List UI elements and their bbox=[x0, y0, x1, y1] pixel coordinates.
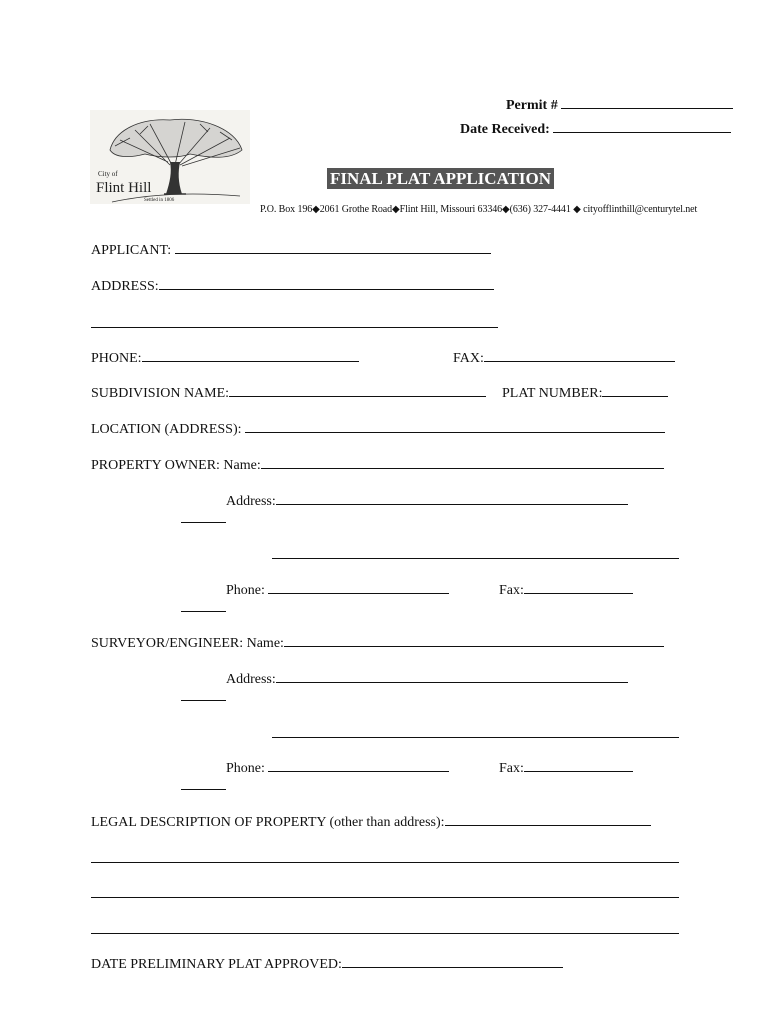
date-received-field bbox=[460, 120, 731, 138]
applicant-field bbox=[91, 241, 491, 259]
surveyor-phone-field bbox=[226, 759, 449, 777]
address-label: ADDRESS: bbox=[91, 279, 159, 294]
road-address: 2061 Grothe Road bbox=[319, 204, 393, 215]
logo-city-of: City of bbox=[98, 170, 118, 178]
city-logo bbox=[90, 110, 250, 204]
city-phone: (636) 327-4441 bbox=[509, 204, 571, 215]
page-title-text: FINAL PLAT APPLICATION bbox=[327, 168, 554, 189]
owner-phone-field bbox=[226, 581, 449, 599]
surveyor-address-field bbox=[226, 670, 628, 688]
owner-phone-label: Phone: bbox=[226, 583, 265, 598]
surveyor-address-blank-line-2[interactable] bbox=[272, 737, 679, 738]
po-box: P.O. Box 196 bbox=[260, 204, 313, 215]
diamond-icon: ◆ bbox=[392, 204, 400, 215]
surveyor-address-blank[interactable] bbox=[276, 670, 628, 683]
location-blank[interactable] bbox=[245, 420, 665, 433]
address-blank[interactable] bbox=[159, 277, 494, 290]
owner-fax-blank[interactable] bbox=[524, 581, 633, 594]
owner-name-label: PROPERTY OWNER: Name: bbox=[91, 458, 261, 473]
surveyor-name-field bbox=[91, 634, 664, 652]
legal-description-line-3[interactable] bbox=[91, 897, 679, 898]
logo-settled: Settled in 1806 bbox=[144, 198, 175, 203]
phone-blank[interactable] bbox=[142, 349, 359, 362]
diamond-icon: ◆ bbox=[312, 204, 320, 215]
address-field bbox=[91, 277, 494, 295]
fax-field bbox=[453, 349, 675, 367]
logo-city-name: Flint Hill bbox=[96, 180, 152, 196]
applicant-label: APPLICANT: bbox=[91, 243, 172, 258]
surveyor-fax-blank[interactable] bbox=[524, 759, 633, 772]
plat-number-field bbox=[502, 384, 668, 402]
owner-fax-label: Fax: bbox=[499, 583, 524, 598]
surveyor-address-label: Address: bbox=[226, 672, 276, 687]
city-email: cityofflinthill@centurytel.net bbox=[583, 204, 698, 215]
legal-description-line-4[interactable] bbox=[91, 933, 679, 934]
legal-description-field bbox=[91, 813, 651, 831]
surveyor-address-continuation[interactable] bbox=[181, 700, 226, 701]
surveyor-name-blank[interactable] bbox=[284, 634, 664, 647]
fax-blank[interactable] bbox=[484, 349, 675, 362]
diamond-icon: ◆ bbox=[573, 204, 581, 215]
surveyor-name-label: SURVEYOR/ENGINEER: Name: bbox=[91, 636, 284, 651]
permit-number-blank[interactable] bbox=[561, 96, 733, 109]
fax-label: FAX: bbox=[453, 351, 484, 366]
contact-line bbox=[260, 204, 697, 215]
owner-address-blank[interactable] bbox=[276, 492, 628, 505]
permit-number-field bbox=[506, 96, 733, 114]
plat-number-label: PLAT NUMBER: bbox=[502, 386, 603, 401]
owner-name-field bbox=[91, 456, 664, 474]
date-received-blank[interactable] bbox=[553, 120, 731, 133]
permit-number-label: Permit # bbox=[506, 98, 558, 113]
page-title bbox=[327, 169, 554, 189]
applicant-blank[interactable] bbox=[175, 241, 491, 254]
diamond-icon: ◆ bbox=[502, 204, 510, 215]
owner-phone-continuation[interactable] bbox=[181, 611, 226, 612]
date-preliminary-field bbox=[91, 955, 563, 973]
location-label: LOCATION (ADDRESS): bbox=[91, 422, 242, 437]
plat-number-blank[interactable] bbox=[602, 384, 668, 397]
date-preliminary-label: DATE PRELIMINARY PLAT APPROVED: bbox=[91, 957, 342, 972]
owner-address-label: Address: bbox=[226, 494, 276, 509]
phone-field bbox=[91, 349, 359, 367]
subdivision-name-field bbox=[91, 384, 486, 402]
city-state: Flint Hill, Missouri 63346 bbox=[399, 204, 503, 215]
surveyor-phone-blank[interactable] bbox=[268, 759, 449, 772]
surveyor-phone-label: Phone: bbox=[226, 761, 265, 776]
surveyor-phone-continuation[interactable] bbox=[181, 789, 226, 790]
date-preliminary-blank[interactable] bbox=[342, 955, 563, 968]
surveyor-fax-field bbox=[499, 759, 633, 777]
address-blank-line-2[interactable] bbox=[91, 327, 498, 328]
owner-name-blank[interactable] bbox=[261, 456, 664, 469]
phone-label: PHONE: bbox=[91, 351, 142, 366]
legal-description-label: LEGAL DESCRIPTION OF PROPERTY (other than address): bbox=[91, 815, 445, 830]
date-received-label: Date Received: bbox=[460, 122, 550, 137]
owner-fax-field bbox=[499, 581, 633, 599]
surveyor-fax-label: Fax: bbox=[499, 761, 524, 776]
legal-description-blank[interactable] bbox=[445, 813, 651, 826]
subdivision-name-label: SUBDIVISION NAME: bbox=[91, 386, 230, 401]
owner-phone-blank[interactable] bbox=[268, 581, 449, 594]
subdivision-name-blank[interactable] bbox=[229, 384, 486, 397]
location-field bbox=[91, 420, 665, 438]
tree-icon bbox=[90, 110, 250, 204]
owner-address-blank-line-2[interactable] bbox=[272, 558, 679, 559]
owner-address-field bbox=[226, 492, 628, 510]
legal-description-line-2[interactable] bbox=[91, 862, 679, 863]
owner-address-continuation[interactable] bbox=[181, 522, 226, 523]
